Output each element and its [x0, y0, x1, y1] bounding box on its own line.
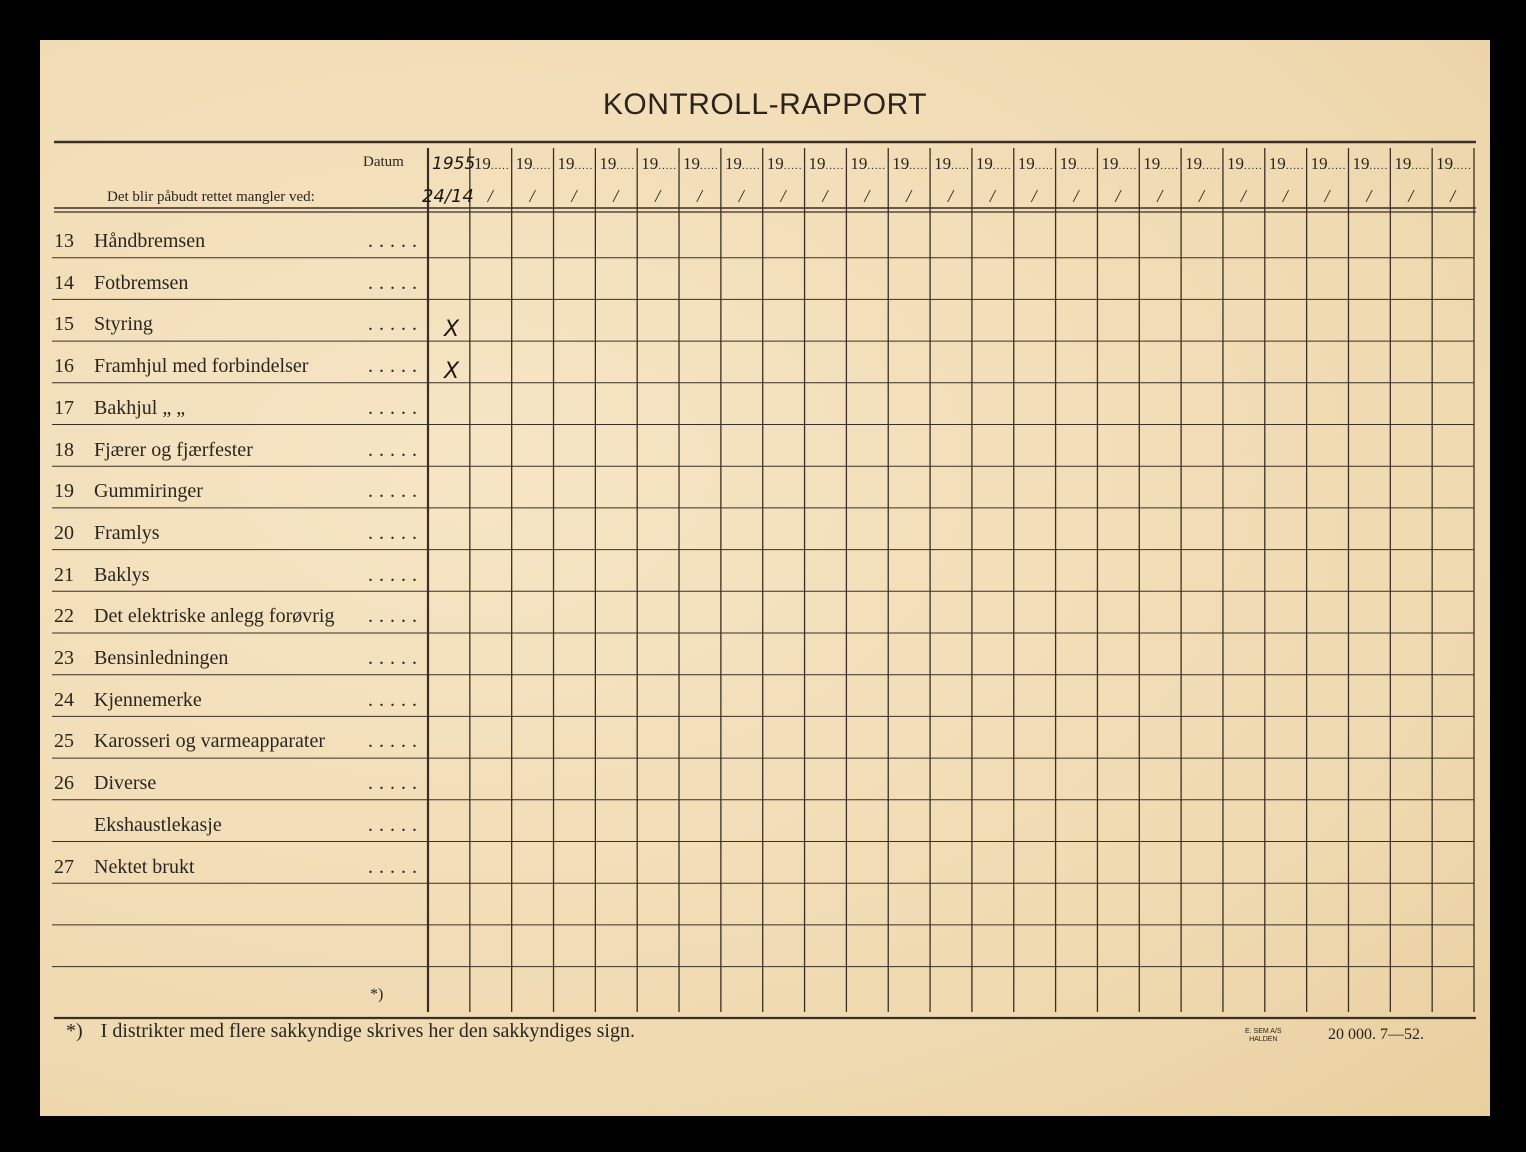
column-year: 19.....: [473, 154, 510, 173]
printer-city: HALDEN: [1249, 1036, 1278, 1043]
leader-dots: .....: [368, 563, 423, 586]
leader-dots: .....: [368, 396, 423, 419]
column-year: 19.....: [1185, 154, 1221, 173]
column-date: 24/14: [422, 186, 474, 207]
leader-dots: .....: [368, 688, 423, 711]
column-year: 19.....: [515, 154, 552, 173]
column-date: /: [906, 186, 912, 206]
row-number: 17: [54, 396, 74, 419]
column-year: 19.....: [1310, 154, 1347, 173]
row-label: Ekshaustlekasje: [94, 813, 222, 836]
leader-dots: .....: [368, 271, 423, 294]
footnote: [66, 1020, 635, 1043]
column-year: 19.....: [1059, 154, 1096, 173]
row-number: 16: [54, 355, 74, 378]
column-year: 19.....: [850, 154, 887, 173]
column-year: 19.....: [599, 154, 636, 173]
column-date: /: [1450, 186, 1456, 206]
row-label: Karosseri og varmeapparater: [94, 730, 325, 753]
row-label: Det elektriske anlegg forøvrig: [94, 605, 335, 628]
row-label: Fotbremsen: [94, 271, 189, 294]
row-number: 13: [54, 230, 74, 252]
form-title: KONTROLL-RAPPORT: [602, 88, 928, 121]
row-label: Bensinledningen: [94, 647, 229, 669]
defect-mark: X: [444, 317, 460, 343]
column-date: /: [822, 186, 828, 206]
leader-dots: .....: [368, 480, 423, 503]
leader-dots: .....: [368, 438, 423, 461]
column-year: 19.....: [1436, 154, 1472, 173]
column-year: 19.....: [975, 154, 1012, 173]
row-label: Nektet brukt: [94, 855, 195, 878]
control-report-card: [40, 40, 1490, 1116]
footnote-text: I distrikter med flere sakkyndige skrives her den sakkyndiges sign.: [100, 1020, 635, 1042]
row-label: Baklys: [94, 563, 150, 586]
column-date: /: [1240, 186, 1246, 206]
column-date: /: [571, 186, 577, 206]
row-number: 24: [54, 688, 74, 711]
column-year: 19.....: [1394, 154, 1431, 173]
column-date: /: [1324, 186, 1330, 206]
row-label: Håndbremsen: [94, 230, 206, 252]
column-year: 19.....: [892, 154, 928, 173]
column-year: 19.....: [1268, 154, 1305, 173]
row-label: Bakhjul „ „: [94, 396, 186, 419]
row-label: Gummiringer: [94, 480, 203, 503]
leader-dots: .....: [368, 772, 423, 795]
column-date: /: [1073, 186, 1079, 206]
column-date: /: [738, 186, 744, 206]
leader-dots: .....: [368, 813, 423, 836]
row-label: Diverse: [94, 772, 157, 795]
column-date: /: [948, 186, 954, 206]
row-label: Framlys: [94, 521, 160, 544]
row-number: 15: [54, 313, 74, 336]
column-date: /: [1199, 186, 1205, 206]
leader-dots: .....: [368, 355, 423, 378]
row-number: 19: [54, 480, 74, 503]
column-year: 19.....: [1352, 154, 1389, 173]
column-date: /: [780, 186, 786, 206]
row-label: Kjennemerke: [94, 688, 202, 711]
row-label: Fjærer og fjærfester: [94, 438, 253, 461]
leader-dots: .....: [368, 855, 423, 878]
row-number: 27: [54, 855, 74, 878]
column-date: /: [1115, 186, 1121, 206]
column-year: 19.....: [1143, 154, 1180, 173]
defects-header-label: Det blir påbudt rettet mangler ved:: [107, 189, 315, 205]
column-year: 19.....: [557, 154, 594, 173]
row-number: 18: [54, 438, 74, 461]
column-year: 19.....: [683, 154, 719, 173]
column-date: /: [613, 186, 619, 206]
leader-dots: .....: [368, 230, 423, 252]
column-date: /: [1366, 186, 1372, 206]
column-year: 19.....: [1101, 154, 1138, 173]
column-year: 1955: [432, 154, 476, 174]
row-number: 14: [54, 271, 74, 294]
defect-mark: X: [444, 359, 460, 385]
column-date: /: [1282, 186, 1288, 206]
column-date: /: [655, 186, 661, 206]
signature-row-mark: *): [370, 986, 384, 1003]
leader-dots: .....: [368, 605, 423, 628]
row-label: Framhjul med forbindelser: [94, 355, 309, 378]
footnote-mark: *): [66, 1020, 83, 1042]
row-number: 25: [54, 730, 74, 753]
print-run: 20 000. 7—52.: [1328, 1026, 1424, 1043]
column-year: 19.....: [724, 154, 761, 173]
row-number: 21: [54, 563, 74, 586]
leader-dots: .....: [368, 647, 423, 669]
leader-dots: .....: [368, 313, 423, 336]
column-year: 19.....: [934, 154, 970, 173]
leader-dots: .....: [368, 521, 423, 544]
printer-name: E. SEM A/S: [1245, 1028, 1282, 1035]
printer-imprint: [1245, 1028, 1282, 1044]
column-year: 19.....: [1226, 154, 1263, 173]
column-date: /: [487, 186, 493, 206]
row-label: Styring: [94, 313, 153, 336]
datum-label: Datum: [363, 154, 404, 170]
column-year: 19.....: [808, 154, 845, 173]
column-year: 19.....: [641, 154, 677, 173]
row-number: 22: [54, 605, 74, 628]
row-number: 23: [54, 647, 74, 669]
column-date: /: [1408, 186, 1414, 206]
column-year: 19.....: [1017, 154, 1054, 173]
row-number: 20: [54, 521, 74, 544]
column-date: /: [864, 186, 870, 206]
column-date: /: [1031, 186, 1037, 206]
column-date: /: [1157, 186, 1163, 206]
column-date: /: [696, 186, 702, 206]
column-date: /: [989, 186, 995, 206]
column-year: 19.....: [766, 154, 803, 173]
row-number: 26: [54, 772, 74, 795]
column-date: /: [529, 186, 535, 206]
leader-dots: .....: [368, 730, 423, 753]
